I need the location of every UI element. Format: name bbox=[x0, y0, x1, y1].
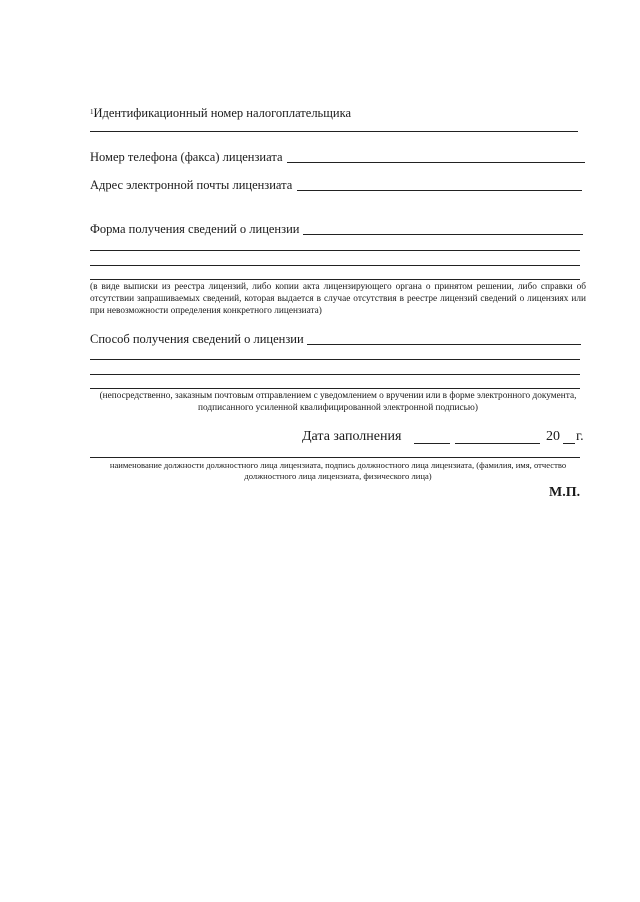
inn-input-line[interactable] bbox=[90, 131, 578, 132]
form-input-line-2[interactable] bbox=[90, 250, 580, 251]
form-label: Форма получения сведений о лицензии bbox=[90, 222, 300, 236]
date-year-prefix: 20 bbox=[546, 429, 560, 444]
date-year-suffix: г. bbox=[576, 429, 584, 444]
date-year-line[interactable] bbox=[563, 443, 575, 444]
date-month-line[interactable] bbox=[455, 443, 540, 444]
stamp-label: М.П. bbox=[549, 485, 581, 500]
form-note: (в виде выписки из реестра лицензий, либо копии акта лицензирующего органа о принятом решении, либо справки об отсутствии запрашиваемых сведений, которая выдается в случае отсутствия в реестре лицензий сведений о лицензиях или при невозможности определения конкретного лицензиата) bbox=[90, 282, 586, 316]
method-input-line-4[interactable] bbox=[90, 388, 580, 389]
method-note: (непосредственно, заказным почтовым отправлением с уведомлением о вручении или в форме электронного документа, подписанного усиленной квалифицированной электронной подписью) bbox=[99, 391, 577, 413]
form-input-line-3[interactable] bbox=[90, 265, 580, 266]
inn-label-text: Идентификационный номер налогоплательщика bbox=[93, 106, 352, 120]
email-label: Адрес электронной почты лицензиата bbox=[90, 178, 293, 192]
method-input-line-1[interactable] bbox=[307, 344, 581, 345]
form-input-line-1[interactable] bbox=[303, 234, 583, 235]
date-label: Дата заполнения bbox=[302, 429, 402, 444]
inn-label bbox=[90, 106, 351, 121]
signature-note: наименование должности должностного лица лицензиата, подпись должностного лица лицензиата, (фамилия, имя, отчество должностного лица лицензиата, физического лица) bbox=[109, 460, 567, 481]
email-input-line[interactable] bbox=[297, 190, 582, 191]
method-input-line-2[interactable] bbox=[90, 359, 580, 360]
method-input-line-3[interactable] bbox=[90, 374, 580, 375]
phone-input-line[interactable] bbox=[287, 162, 585, 163]
signature-line[interactable] bbox=[90, 457, 580, 458]
footnote-mark: 1 bbox=[90, 108, 94, 116]
phone-label: Номер телефона (факса) лицензиата bbox=[90, 150, 283, 164]
method-label: Способ получения сведений о лицензии bbox=[90, 332, 304, 346]
form-input-line-4[interactable] bbox=[90, 279, 580, 280]
date-day-line[interactable] bbox=[414, 443, 450, 444]
